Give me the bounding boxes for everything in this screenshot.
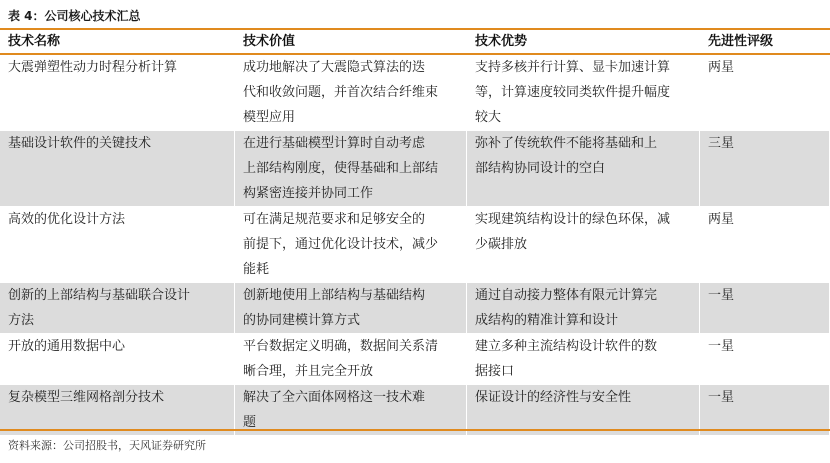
header-tech-name: 技术名称 [8,34,61,49]
table-bottom-rule [0,429,830,431]
cell-tech-value: 成功地解决了大震隐式算法的迭 代和收敛问题，并首次结合纤维束 模型应用 [235,55,467,130]
cell-tech-name: 开放的通用数据中心 [0,334,235,384]
cell-tech-advantage: 建立多种主流结构设计软件的数 据接口 [467,334,700,384]
table-caption: 表 4：公司核心技术汇总 [8,9,141,23]
cell-tech-advantage: 支持多核并行计算、显卡加速计算 等，计算速度较同类软件提升幅度 较大 [467,55,700,130]
cell-tech-value: 平台数据定义明确，数据间关系清 晰合理，并且完全开放 [235,334,467,384]
header-tech-value: 技术价值 [243,34,296,49]
core-tech-table [0,28,830,436]
table-row [0,55,830,131]
header-rating: 先进性评级 [708,34,774,49]
source-note: 资料来源：公司招股书，天风证券研究所 [8,439,206,452]
cell-rating: 三星 [700,131,830,206]
table-row [0,283,830,334]
header-tech-advantage: 技术优势 [475,34,528,49]
table-row [0,334,830,385]
cell-rating: 一星 [700,283,830,333]
cell-rating: 两星 [700,55,830,130]
cell-tech-name: 高效的优化设计方法 [0,207,235,282]
cell-rating: 一星 [700,385,830,435]
cell-tech-value: 在进行基础模型计算时自动考虑 上部结构刚度，使得基础和上部结 构紧密连接并协同工作 [235,131,467,206]
cell-tech-value: 可在满足规范要求和足够安全的 前提下，通过优化设计技术，减少 能耗 [235,207,467,282]
cell-tech-advantage: 通过自动接力整体有限元计算完 成结构的精准计算和设计 [467,283,700,333]
cell-tech-value: 创新地使用上部结构与基础结构 的协同建模计算方式 [235,283,467,333]
cell-tech-advantage: 实现建筑结构设计的绿色环保，减 少碳排放 [467,207,700,282]
cell-tech-name: 基础设计软件的关键技术 [0,131,235,206]
cell-rating: 两星 [700,207,830,282]
cell-tech-name: 复杂模型三维网格剖分技术 [0,385,235,435]
cell-tech-value: 解决了全六面体网格这一技术难 题 [235,385,467,435]
cell-tech-advantage: 弥补了传统软件不能将基础和上 部结构协同设计的空白 [467,131,700,206]
cell-rating: 一星 [700,334,830,384]
table-header [0,30,830,55]
cell-tech-name: 创新的上部结构与基础联合设计 方法 [0,283,235,333]
cell-tech-name: 大震弹塑性动力时程分析计算 [0,55,235,130]
table-row [0,131,830,207]
cell-tech-advantage: 保证设计的经济性与安全性 [467,385,700,435]
table-row [0,207,830,283]
